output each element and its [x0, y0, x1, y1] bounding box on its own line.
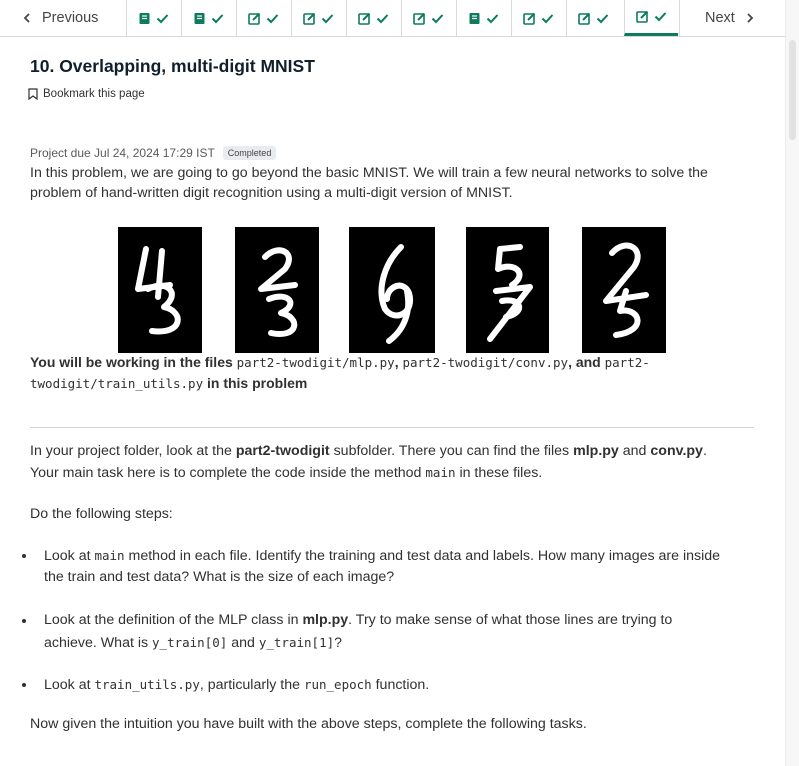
step-2-code-1: y_train[0]: [152, 635, 228, 650]
sequence-nav: [0, 0, 785, 37]
folder-text-2: subfolder. There you can find the files: [329, 443, 574, 459]
step-1-line-2: the train and test data? What is the size of each image?: [44, 569, 395, 585]
step-2-file: mlp.py: [302, 612, 349, 628]
sequence-tab-1[interactable]: [126, 0, 180, 36]
digit-drawing-3: [349, 227, 435, 353]
digit-drawing-4: [466, 227, 549, 353]
folder-text-4: .: [702, 443, 707, 459]
digit-image-3: [349, 227, 435, 353]
step-1-code: main: [94, 548, 125, 563]
checkmark-icon: [654, 11, 667, 22]
edit-icon: [358, 12, 371, 25]
previous-button[interactable]: [22, 0, 98, 36]
file-name-mlp: mlp.py: [573, 443, 619, 459]
due-date: [30, 146, 276, 160]
step-2-line-2: [44, 632, 754, 655]
edit-icon: [413, 12, 426, 25]
files-note-text-2: ,: [394, 354, 403, 370]
checkmark-icon: [596, 13, 609, 24]
folder-text-6: in these files.: [455, 465, 543, 481]
page-title: 10. Overlapping, multi-digit MNIST: [30, 56, 315, 76]
folder-line-2: [30, 463, 542, 484]
folder-name: part2-twodigit: [235, 443, 330, 459]
step-3-text-a: Look at: [44, 677, 95, 693]
edit-icon: [523, 12, 536, 25]
step-3-text-c: function.: [371, 677, 430, 693]
intro-line-1: In this problem, we are going to go beyond the basic MNIST. We will train a few neural networks to solve the: [30, 165, 708, 181]
book-icon: [193, 12, 206, 25]
digit-image-5: [582, 227, 666, 353]
step-3-text-b: , particularly the: [199, 677, 304, 693]
scrollbar[interactable]: [785, 0, 799, 766]
checkmark-icon: [156, 13, 169, 24]
tab-divider: [679, 0, 680, 36]
sequence-tab-5[interactable]: [346, 0, 400, 36]
digit-drawing-1: [118, 227, 202, 353]
due-text: Project due Jul 24, 2024 17:29 IST: [30, 146, 215, 160]
divider: [30, 427, 754, 428]
step-2-line-1: [44, 610, 754, 632]
step-2-text-e: ?: [334, 635, 343, 651]
files-note-text-4: in this problem: [203, 375, 308, 391]
sequence-tab-2[interactable]: [181, 0, 235, 36]
sequence-tab-7[interactable]: [456, 0, 510, 36]
next-button[interactable]: [705, 0, 755, 36]
checkmark-icon: [376, 13, 389, 24]
digit-image-1: [118, 227, 202, 353]
sequence-tab-4[interactable]: [291, 0, 345, 36]
files-note: [30, 352, 670, 394]
step-3-line-1: [44, 674, 754, 697]
file-mlp: part2-twodigit/mlp.py: [236, 355, 395, 370]
sequence-tab-9[interactable]: [566, 0, 620, 36]
checkmark-icon: [541, 13, 554, 24]
bullet-dot: [22, 683, 26, 687]
chevron-right-icon: [745, 13, 755, 23]
closing-text: Now given the intuition you have built with the above steps, complete the following tasks.: [30, 716, 587, 732]
book-icon: [468, 12, 481, 25]
step-1-line-1: [44, 545, 754, 568]
edit-icon: [303, 12, 316, 25]
folder-text-5: Your main task here is to complete the code inside the method: [30, 465, 426, 481]
previous-label: Previous: [42, 10, 99, 26]
file-train-utils: part2-twodigit/train_utils.py: [30, 355, 650, 391]
digit-drawing-5: [582, 227, 666, 353]
step-3-code-2: run_epoch: [303, 677, 372, 692]
edit-icon: [248, 12, 261, 25]
sequence-tab-10[interactable]: [624, 0, 678, 36]
status-badge: Completed: [223, 146, 277, 160]
files-note-text-3: , and: [568, 354, 605, 370]
bookmark-icon: [28, 88, 38, 100]
step-3-code-1: train_utils.py: [94, 677, 200, 692]
folder-line-1: [30, 441, 707, 462]
checkmark-icon: [486, 13, 499, 24]
checkmark-icon: [321, 13, 334, 24]
files-note-text-1: You will be working in the files: [30, 354, 237, 370]
folder-text-1: In your project folder, look at the: [30, 443, 236, 459]
step-1-text-b: method in each file. Identify the training and test data and labels. How many images are inside: [124, 548, 721, 564]
book-icon: [138, 12, 151, 25]
folder-text-3: and: [618, 443, 651, 459]
edit-icon: [578, 12, 591, 25]
file-name-conv: conv.py: [650, 443, 703, 459]
checkmark-icon: [431, 13, 444, 24]
sequence-tab-6[interactable]: [401, 0, 455, 36]
bookmark-button[interactable]: [28, 88, 145, 100]
step-1-text-a: Look at: [44, 548, 95, 564]
step-2-text-d: and: [227, 635, 259, 651]
intro-line-2: problem of hand-written digit recognition using a multi-digit version of MNIST.: [30, 185, 513, 201]
scrollbar-thumb[interactable]: [789, 40, 796, 140]
digit-image-2: [235, 227, 319, 353]
sequence-tab-8[interactable]: [511, 0, 565, 36]
chevron-left-icon: [22, 13, 32, 23]
next-label: Next: [705, 10, 735, 26]
checkmark-icon: [211, 13, 224, 24]
step-2-text-a: Look at the definition of the MLP class in: [44, 612, 303, 628]
sequence-tab-3[interactable]: [236, 0, 290, 36]
step-2-code-2: y_train[1]: [258, 635, 335, 650]
digit-drawing-2: [235, 227, 319, 353]
digit-image-4: [466, 227, 549, 353]
bookmark-label: Bookmark this page: [43, 88, 145, 100]
file-conv: part2-twodigit/conv.py: [402, 355, 569, 370]
bullet-dot: [22, 554, 26, 558]
steps-intro: Do the following steps:: [30, 506, 173, 522]
step-2-text-c: achieve. What is: [44, 635, 153, 651]
edit-icon: [636, 10, 649, 23]
method-main: main: [425, 465, 456, 480]
bullet-dot: [22, 619, 26, 623]
step-2-text-b: . Try to make sense of what those lines are trying to: [348, 612, 673, 628]
checkmark-icon: [266, 13, 279, 24]
